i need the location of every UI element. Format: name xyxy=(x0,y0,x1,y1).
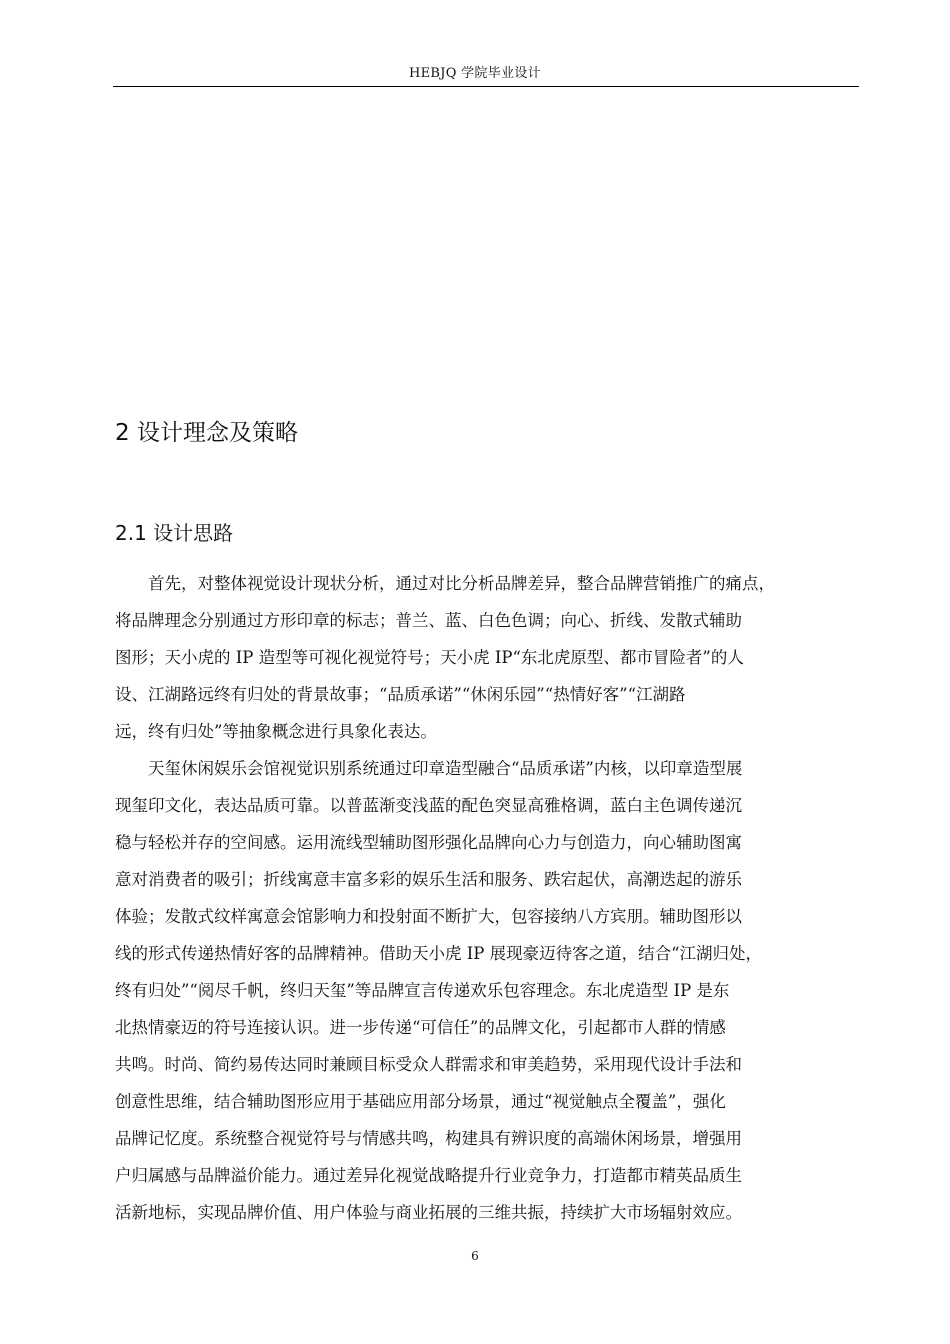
page-number: 6 xyxy=(471,1249,479,1263)
paragraph-2-line-1: 天玺休闲娱乐会馆视觉识别系统通过印章造型融合“品质承诺”内核，以印章造型展 xyxy=(115,759,743,778)
paragraph-2-line-13: 活新地标，实现品牌价值、用户体验与商业拓展的三维共振，持续扩大市场辐射效应。 xyxy=(115,1203,742,1222)
paragraph-2-line-3: 稳与轻松并存的空间感。运用流线型辅助图形强化品牌向心力与创造力，向心辅助图寓 xyxy=(115,833,742,852)
paragraph-2-line-7: 终有归处”“阅尽千帆，终归天玺”等品牌宣言传递欢乐包容理念。东北虎造型 IP 是东 xyxy=(115,981,730,1000)
paragraph-1-line-3: 图形；天小虎的 IP 造型等可视化视觉符号；天小虎 IP“东北虎原型、都市冒险者”的人 xyxy=(115,648,744,667)
paragraph-2-line-8: 北热情豪迈的符号连接认识。进一步传递“可信任”的品牌文化，引起都市人群的情感 xyxy=(115,1018,726,1037)
paragraph-1-line-5: 远，终有归处”等抽象概念进行具象化表达。 xyxy=(115,722,437,741)
paragraph-2-line-10: 创意性思维，结合辅助图形应用于基础应用部分场景，通过“视觉触点全覆盖”，强化 xyxy=(115,1092,726,1111)
paragraph-2-line-4: 意对消费者的吸引；折线寓意丰富多彩的娱乐生活和服务、跌宕起伏，高潮迭起的游乐 xyxy=(115,870,742,889)
running-header: HEBJQ 学院毕业设计 xyxy=(409,66,541,81)
paragraph-2-line-9: 共鸣。时尚、简约易传达同时兼顾目标受众人群需求和审美趋势，采用现代设计手法和 xyxy=(115,1055,742,1074)
paragraph-2-line-12: 户归属感与品牌溢价能力。通过差异化视觉战略提升行业竞争力，打造都市精英品质生 xyxy=(115,1166,742,1185)
paragraph-2-line-11: 品牌记忆度。系统整合视觉符号与情感共鸣，构建具有辨识度的高端休闲场景，增强用 xyxy=(115,1129,742,1148)
paragraph-1-line-1: 首先，对整体视觉设计现状分析，通过对比分析品牌差异，整合品牌营销推广的痛点， xyxy=(115,574,775,593)
paragraph-1-line-4: 设、江湖路远终有归处的背景故事；“品质承诺”“休闲乐园”“热情好客”“江湖路 xyxy=(115,685,686,704)
paragraph-2-line-6: 线的形式传递热情好客的品牌精神。借助天小虎 IP 展现豪迈待客之道，结合“江湖归处， xyxy=(115,944,763,963)
section-title: 2.1 设计思路 xyxy=(115,521,234,545)
paragraph-2-line-5: 体验；发散式纹样寓意会馆影响力和投射面不断扩大，包容接纳八方宾朋。辅助图形以 xyxy=(115,907,742,926)
header-divider xyxy=(113,86,859,87)
paragraph-1-line-2: 将品牌理念分别通过方形印章的标志；普兰、蓝、白色色调；向心、折线、发散式辅助 xyxy=(115,611,742,630)
paragraph-2-line-2: 现玺印文化，表达品质可靠。以普蓝渐变浅蓝的配色突显高雅格调，蓝白主色调传递沉 xyxy=(115,796,742,815)
chapter-title: 2 设计理念及策略 xyxy=(115,420,298,446)
